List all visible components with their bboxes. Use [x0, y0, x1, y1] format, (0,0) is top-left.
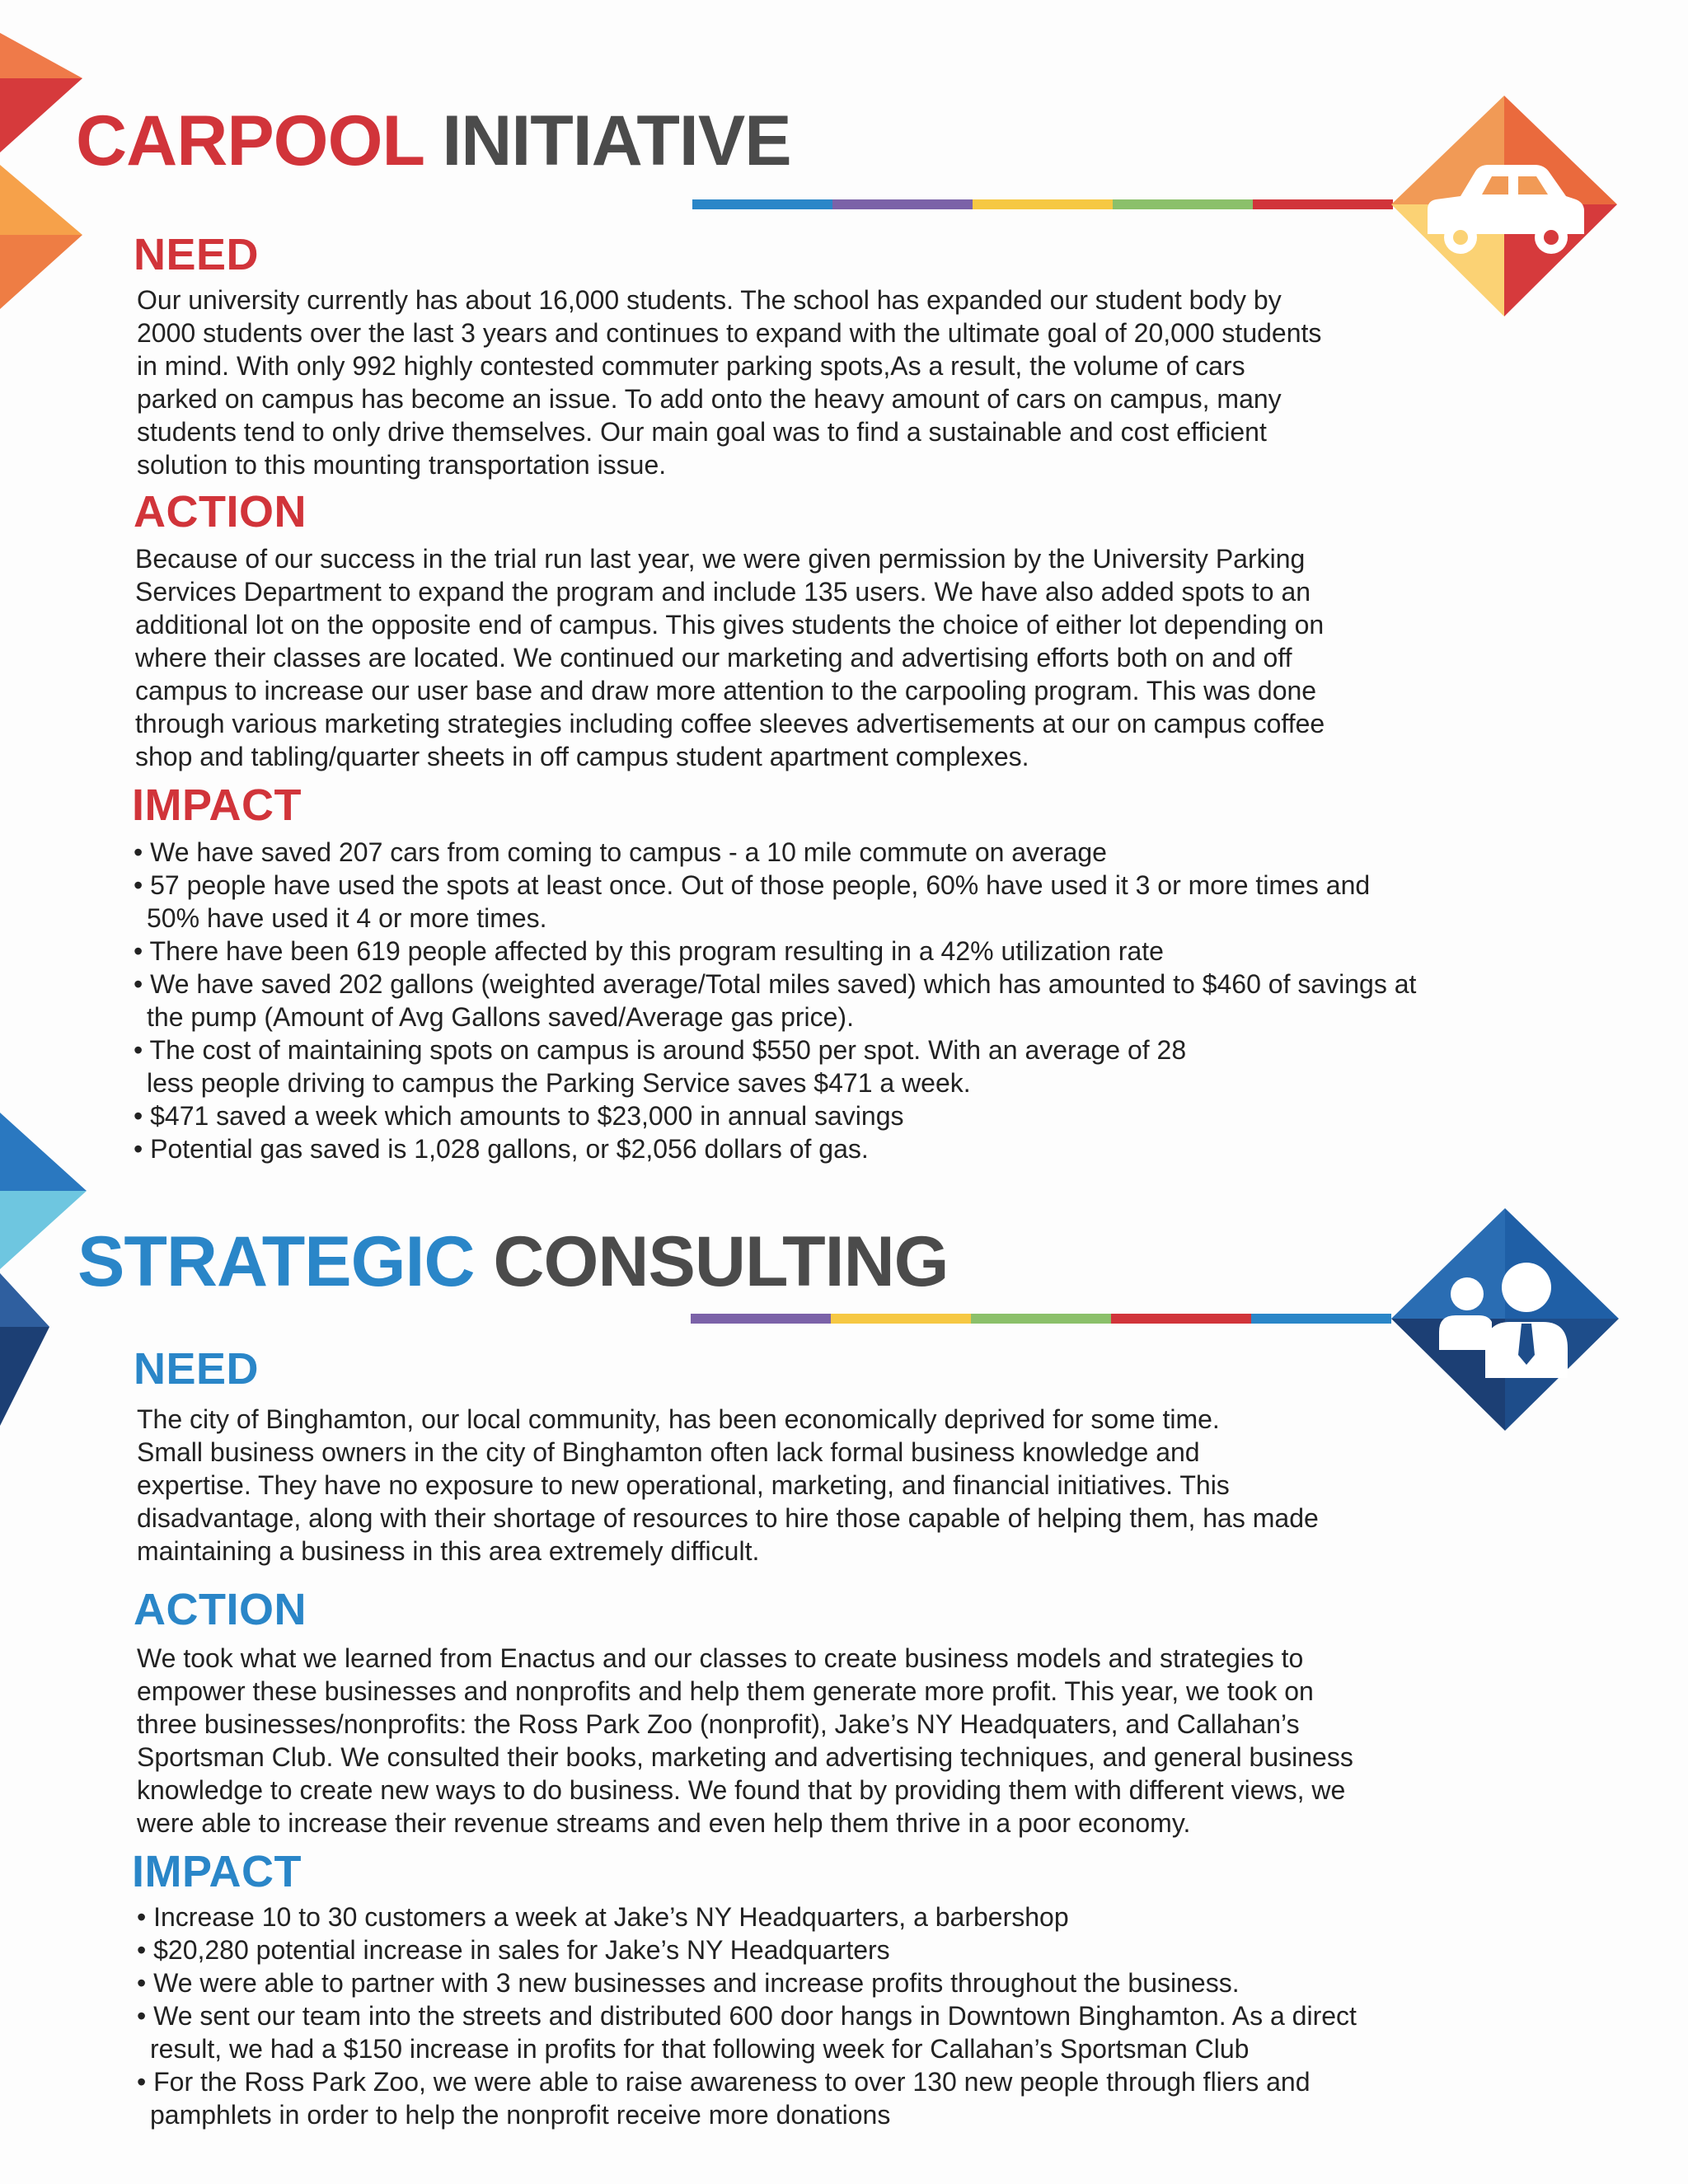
consulting-need-line: The city of Binghamton, our local community, has been economically deprived for some time.	[137, 1404, 1220, 1434]
consulting-action-line: three businesses/nonprofits: the Ross Park Zoo (nonprofit), Jake’s NY Headquaters, and Callahan’s	[137, 1709, 1300, 1739]
carpool-title-word1: CARPOOL	[76, 101, 424, 180]
list-item: • Potential gas saved is 1,028 gallons, or $2,056 dollars of gas.	[134, 1134, 869, 1164]
list-item: • The cost of maintaining spots on campus is around $550 per spot. With an average of 28 less people driving to campus the Parking Service saves $471 a week.	[134, 1035, 1187, 1098]
consulting-action-line: were able to increase their revenue streams and even help them thrive in a poor economy.	[137, 1808, 1191, 1838]
consulting-need-line: maintaining a business in this area extremely difficult.	[137, 1536, 760, 1566]
list-item: • Increase 10 to 30 customers a week at Jake’s NY Headquarters, a barbershop	[137, 1902, 1069, 1932]
consulting-title	[77, 1221, 949, 1303]
carpool-action-line: campus to increase our user base and draw more attention to the carpooling program. This was done	[135, 676, 1317, 705]
consulting-need-text	[137, 1403, 1319, 1568]
consulting-action-line: Sportsman Club. We consulted their books, marketing and advertising techniques, and general business	[137, 1742, 1353, 1772]
list-item: • For the Ross Park Zoo, we were able to raise awareness to over 130 new people through fliers and pamphlets in order to help the nonprofit receive more donations	[137, 2067, 1311, 2130]
carpool-action-line: shop and tabling/quarter sheets in off campus student apartment complexes.	[135, 742, 1029, 771]
carpool-action-text	[135, 542, 1325, 773]
carpool-title-word2: INITIATIVE	[442, 101, 791, 180]
carpool-action-line: where their classes are located. We continued our marketing and advertising efforts both on and off	[135, 643, 1292, 673]
consulting-color-stripe	[691, 1314, 1391, 1324]
consulting-need-heading: NEED	[134, 1344, 260, 1394]
carpool-need-line: 2000 students over the last 3 years and continues to expand with the ultimate goal of 20,000 students	[137, 318, 1322, 348]
consulting-need-line: Small business owners in the city of Binghamton often lack formal business knowledge and	[137, 1437, 1200, 1467]
car-icon	[1385, 96, 1624, 318]
carpool-need-line: Our university currently has about 16,000 students. The school has expanded our student body by	[137, 285, 1282, 315]
consulting-need-line: expertise. They have no exposure to new operational, marketing, and financial initiatives. This	[137, 1470, 1230, 1500]
consulting-title-word1: STRATEGIC	[77, 1222, 475, 1301]
carpool-title	[76, 101, 791, 182]
carpool-impact-heading: IMPACT	[132, 780, 302, 830]
consulting-action-line: We took what we learned from Enactus and our classes to create business models and strategies to	[137, 1643, 1304, 1673]
carpool-action-line: additional lot on the opposite end of campus. This gives students the choice of either lot depending on	[135, 610, 1325, 640]
carpool-color-stripe	[692, 199, 1393, 209]
consulting-action-line: empower these businesses and nonprofits and help them generate more profit. This year, we took on	[137, 1676, 1314, 1706]
consulting-action-text	[137, 1642, 1353, 1840]
consulting-impact-list	[137, 1900, 1357, 2131]
list-item: • We were able to partner with 3 new businesses and increase profits throughout the business.	[137, 1968, 1240, 1998]
consulting-title-word2: CONSULTING	[493, 1222, 949, 1301]
list-item: • We have saved 207 cars from coming to campus - a 10 mile commute on average	[134, 837, 1107, 867]
carpool-need-heading: NEED	[134, 230, 260, 279]
consulting-impact-heading: IMPACT	[132, 1847, 302, 1896]
list-item: • $471 saved a week which amounts to $23,000 in annual savings	[134, 1101, 904, 1131]
people-icon	[1385, 1208, 1625, 1432]
list-item: • We have saved 202 gallons (weighted average/Total miles saved) which has amounted to $460 of savings at the pump (Amount of Avg Gallons saved/Average gas price).	[134, 969, 1417, 1032]
consulting-need-line: disadvantage, along with their shortage of resources to hire those capable of helping them, has made	[137, 1503, 1319, 1533]
carpool-action-heading: ACTION	[134, 487, 307, 537]
carpool-action-line: Because of our success in the trial run last year, we were given permission by the University Parking	[135, 544, 1306, 574]
carpool-need-line: parked on campus has become an issue. To add onto the heavy amount of cars on campus, many	[137, 384, 1282, 414]
carpool-need-line: solution to this mounting transportation issue.	[137, 450, 667, 480]
carpool-need-line: students tend to only drive themselves. Our main goal was to find a sustainable and cost efficient	[137, 417, 1267, 447]
carpool-impact-list	[134, 836, 1416, 1165]
list-item: • There have been 619 people affected by this program resulting in a 42% utilization rate	[134, 936, 1164, 966]
consulting-action-line: knowledge to create new ways to do business. We found that by providing them with different views, we	[137, 1775, 1346, 1805]
list-item: • 57 people have used the spots at least once. Out of those people, 60% have used it 3 or more times and 50% have used it 4 or more times.	[134, 870, 1371, 933]
carpool-action-line: Services Department to expand the program and include 135 users. We have also added spots to an	[135, 577, 1311, 607]
carpool-action-line: through various marketing strategies including coffee sleeves advertisements at our on campus coffee	[135, 709, 1325, 738]
consulting-action-heading: ACTION	[134, 1585, 307, 1634]
carpool-need-text	[137, 284, 1321, 481]
carpool-need-line: in mind. With only 992 highly contested commuter parking spots,As a result, the volume of cars	[137, 351, 1245, 381]
list-item: • $20,280 potential increase in sales for Jake’s NY Headquarters	[137, 1935, 890, 1965]
list-item: • We sent our team into the streets and distributed 600 door hangs in Downtown Binghamton. As a direct result, we had a $150 increase in profits for that following week for Callahan’s Sportsman Club	[137, 2001, 1357, 2064]
